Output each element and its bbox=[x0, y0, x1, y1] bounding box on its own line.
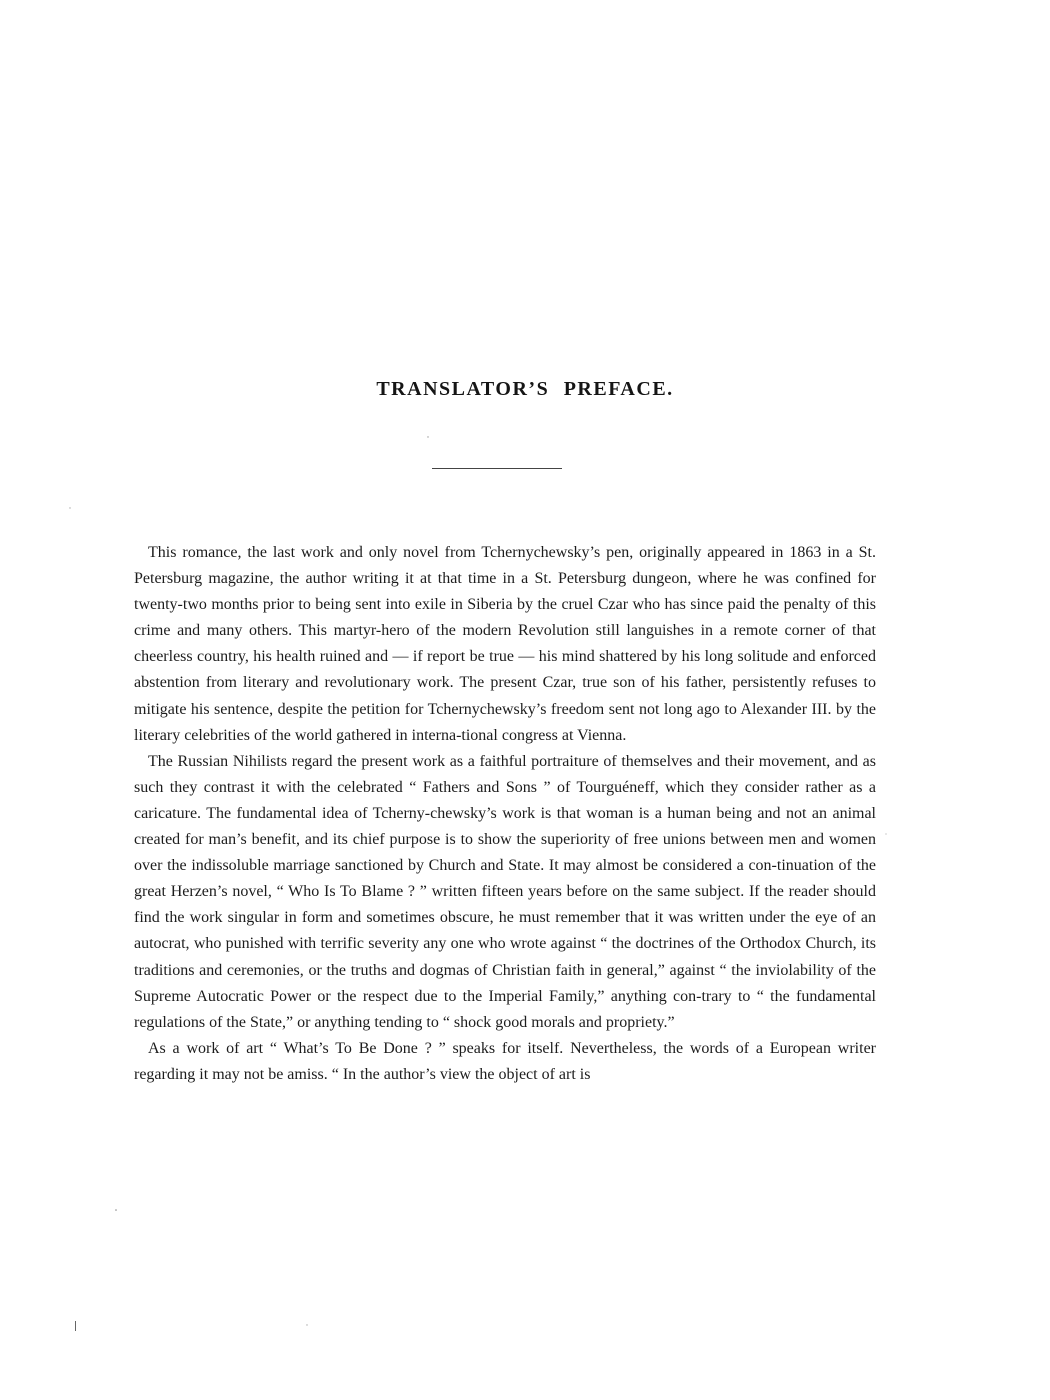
page-title: TRANSLATOR’S PREFACE. bbox=[376, 378, 674, 400]
preface-body bbox=[134, 540, 876, 1088]
title-divider bbox=[432, 468, 562, 469]
paragraph-3: As a work of art “ What’s To Be Done ? ” speaks for itself. Nevertheless, the words of a European writer regarding it may not be amiss. “ In the author’s view the object of art is bbox=[134, 1039, 876, 1083]
paragraph-1: This romance, the last work and only novel from Tchernychewsky’s pen, originally appeared in 1863 in a St. Petersburg magazine, the author writing it at that time in a St. Petersburg dungeon, where he was confined for twenty-two months prior to being sent into exile in Siberia by the cruel Czar who has since paid the penalty of this crime and many others. This martyr-hero of the modern Revolution still languishes in a remote corner of that cheerless country, his health ruined and — if report be true — his mind shattered by his long solitude and enforced abstention from literary and revolutionary work. The present Czar, true son of his father, persistently refuses to mitigate his sentence, despite the petition for Tchernychewsky’s freedom sent not long ago to Alexander III. by the literary celebrities of the world gathered in interna-tional congress at Vienna. bbox=[134, 544, 876, 744]
paragraph-2: The Russian Nihilists regard the present work as a faithful portraiture of themselves and their movement, and as such they contrast it with the celebrated “ Fathers and Sons ” of Tourguéneff, which they consider rather as a caricature. The fundamental idea of Tcherny-chewsky’s work is that woman is a human being and not an animal created for man’s benefit, and its chief purpose is to show the superiority of free unions between men and women over the indissoluble marriage sanctioned by Church and State. It may almost be considered a con-tinuation of the great Herzen’s novel, “ Who Is To Blame ? ” written fifteen years before on the same subject. If the reader should find the work singular in form and sometimes obscure, he must remember that it was written under the eye of an autocrat, who punished with terrific severity any one who wrote against “ the doctrines of the Orthodox Church, its traditions and ceremonies, or the truths and dogmas of Christian faith in general,” against “ the inviolability of the Supreme Autocratic Power or the respect due to the Imperial Family,” anything con-trary to “ the fundamental regulations of the State,” or anything tending to “ shock good morals and propriety.” bbox=[134, 752, 876, 1031]
